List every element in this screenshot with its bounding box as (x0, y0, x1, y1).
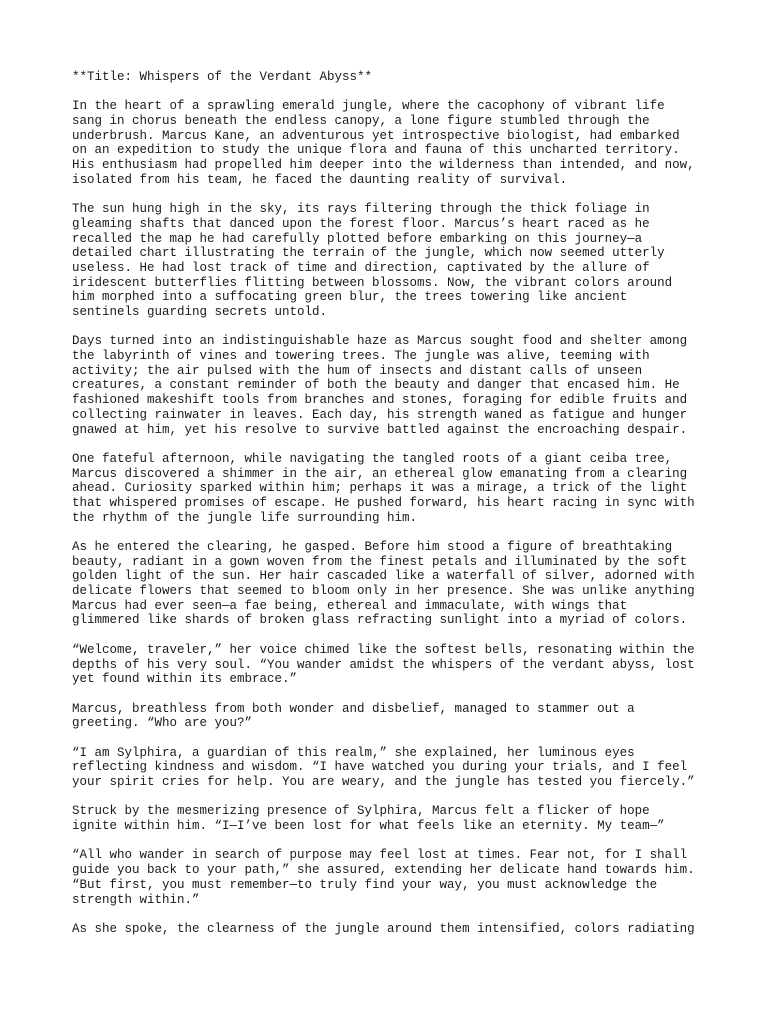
text-line: strength within.” (72, 892, 200, 907)
text-line: “All who wander in search of purpose may feel lost at times. Fear not, for I shall (72, 848, 688, 863)
paragraph (72, 202, 702, 320)
text-line: collecting rainwater in leaves. Each day, his strength waned as fatigue and hunger (72, 407, 688, 422)
text-line: glimmered like shards of broken glass refracting sunlight into a myriad of colors. (72, 613, 688, 628)
title-line: **Title: Whispers of the Verdant Abyss** (72, 70, 373, 84)
text-line: In the heart of a sprawling emerald jungle, where the cacophony of vibrant life (72, 99, 665, 114)
text-line: yet found within its embrace.” (72, 672, 298, 687)
text-line: fashioned makeshift tools from branches and stones, foraging for edible fruits and (72, 393, 688, 408)
paragraph (72, 804, 702, 833)
paragraph (72, 99, 702, 187)
text-line: Marcus had ever seen—a fae being, ethereal and immaculate, with wings that (72, 598, 628, 613)
text-line: greeting. “Who are you?” (72, 716, 253, 731)
text-line: One fateful afternoon, while navigating the tangled roots of a giant ceiba tree, (72, 451, 673, 466)
text-line: golden light of the sun. Her hair cascaded like a waterfall of silver, adorned with (72, 569, 695, 584)
text-line: useless. He had lost track of time and direction, captivated by the allure of (72, 260, 650, 275)
paragraph (72, 540, 702, 628)
paragraph (72, 452, 702, 525)
text-line: gleaming shafts that danced upon the forest floor. Marcus’s heart raced as he (72, 216, 650, 231)
text-line: the labyrinth of vines and towering trees. The jungle was alive, teeming with (72, 349, 650, 364)
text-line: delicate flowers that seemed to bloom only in her presence. She was unlike anything (72, 584, 695, 599)
text-line: your spirit cries for help. You are weary, and the jungle has tested you fiercely.” (72, 775, 695, 789)
text-line: on an expedition to study the unique flora and fauna of this uncharted territory. (72, 143, 680, 158)
text-line: Marcus, breathless from both wonder and disbelief, managed to stammer out a (72, 701, 635, 716)
text-line: the rhythm of the jungle life surrounding him. (72, 510, 418, 525)
text-line: guide you back to your path,” she assured, extending her delicate hand towards him. (72, 863, 695, 878)
paragraph (72, 848, 702, 907)
text-line: activity; the air pulsed with the hum of insects and distant calls of unseen (72, 363, 643, 378)
text-line: sentinels guarding secrets untold. (72, 305, 328, 319)
text-line: The sun hung high in the sky, its rays filtering through the thick foliage in (72, 202, 650, 217)
text-line: reflecting kindness and wisdom. “I have watched you during your trials, and I feel (72, 760, 688, 775)
text-line: “I am Sylphira, a guardian of this realm,” she explained, her luminous eyes (72, 745, 635, 760)
text-line: recalled the map he had carefully plotted before embarking on this journey—a (72, 231, 643, 246)
text-line: creatures, a constant reminder of both the beauty and danger that encased him. He (72, 378, 680, 393)
text-line: Struck by the mesmerizing presence of Sylphira, Marcus felt a flicker of hope (72, 804, 650, 819)
text-line: ahead. Curiosity sparked within him; perhaps it was a mirage, a trick of the light (72, 481, 688, 496)
text-line: sang in chorus beneath the endless canopy, a lone figure stumbled through the (72, 114, 650, 129)
text-line: detailed chart illustrating the terrain of the jungle, which now seemed utterly (72, 246, 665, 261)
text-line: him morphed into a suffocating green blur, the trees towering like ancient (72, 290, 628, 305)
text-line: isolated from his team, he faced the daunting reality of survival. (72, 172, 568, 187)
text-line: gnawed at him, yet his resolve to survive battled against the encroaching despair. (72, 422, 688, 437)
text-line: “Welcome, traveler,” her voice chimed like the softest bells, resonating within the (72, 642, 695, 657)
text-line: Marcus discovered a shimmer in the air, an ethereal glow emanating from a clearing (72, 466, 688, 481)
text-line: Days turned into an indistinguishable haze as Marcus sought food and shelter among (72, 334, 688, 349)
document-page (72, 70, 702, 951)
text-line: “But first, you must remember—to truly find your way, you must acknowledge the (72, 877, 658, 892)
text-line: beauty, radiant in a gown woven from the finest petals and illuminated by the soft (72, 554, 688, 569)
text-line: ignite within him. “I—I’ve been lost for what feels like an eternity. My team—” (72, 819, 665, 834)
paragraph (72, 922, 702, 937)
text-line: As he entered the clearing, he gasped. Before him stood a figure of breathtaking (72, 540, 673, 554)
paragraph (72, 643, 702, 687)
paragraph (72, 334, 702, 437)
document-title (72, 70, 702, 85)
document-body (72, 99, 702, 936)
text-line: His enthusiasm had propelled him deeper into the wilderness than intended, and now, (72, 158, 695, 173)
paragraph (72, 702, 702, 731)
text-line: that whispered promises of escape. He pushed forward, his heart racing in sync with (72, 495, 695, 510)
text-line: iridescent butterflies flitting between blossoms. Now, the vibrant colors around (72, 275, 673, 290)
text-line: depths of his very soul. “You wander amidst the whispers of the verdant abyss, lost (72, 657, 695, 672)
text-line: underbrush. Marcus Kane, an adventurous yet introspective biologist, had embarked (72, 128, 680, 143)
paragraph (72, 746, 702, 790)
text-line: As she spoke, the clearness of the jungle around them intensified, colors radiating (72, 921, 695, 936)
